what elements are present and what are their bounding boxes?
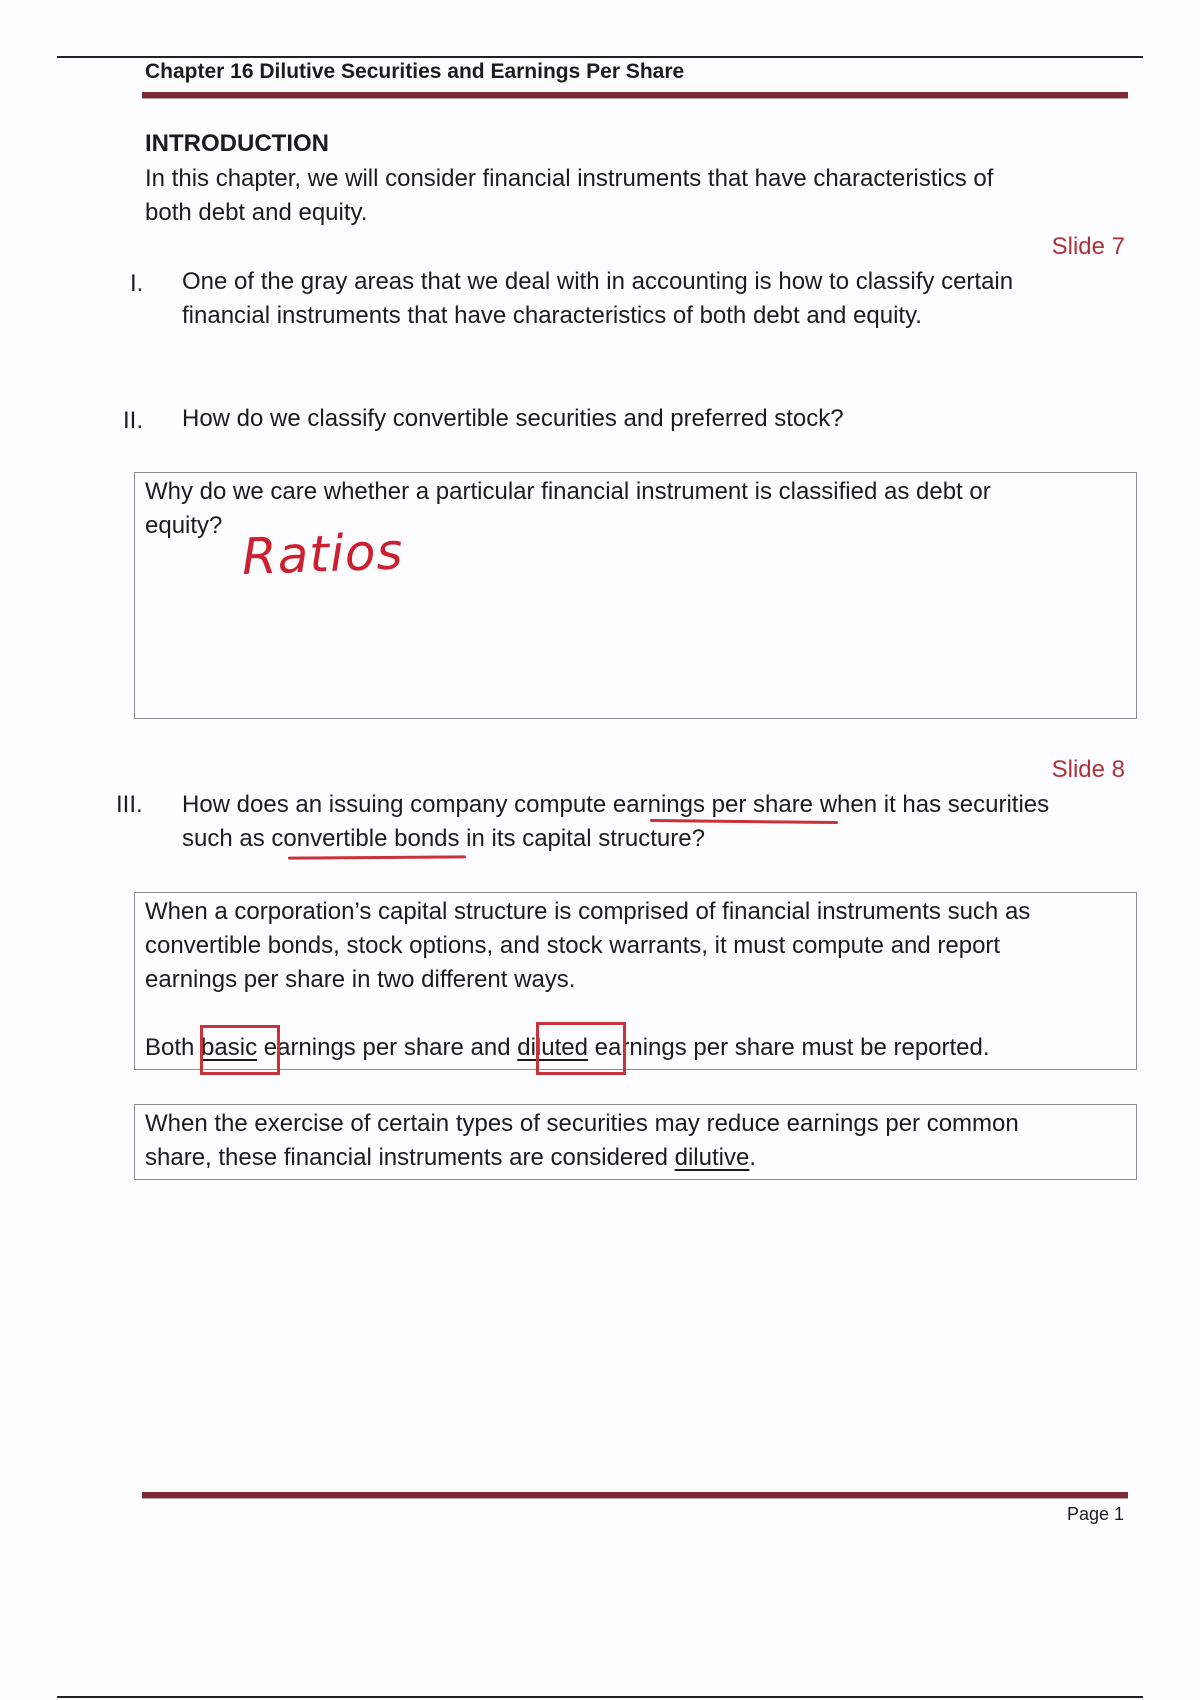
dilutive-line-2: share, these financial instruments are considered dilutive. xyxy=(145,1144,757,1171)
annotation-box-basic xyxy=(200,1025,280,1075)
item-3-line-2: such as convertible bonds in its capital structure? xyxy=(182,825,705,852)
item-1-line-1: One of the gray areas that we deal with in accounting is how to classify certain xyxy=(182,268,1014,295)
dilutive-line-1: When the exercise of certain types of securities may reduce earnings per common xyxy=(145,1110,1019,1137)
item-numeral-3: III. xyxy=(116,791,143,818)
annotation-underline-convertible-bonds xyxy=(288,855,466,859)
header-rule xyxy=(142,92,1128,99)
section-heading: INTRODUCTION xyxy=(145,130,329,157)
bottom-border-line xyxy=(57,1696,1143,1698)
term-basic: basic xyxy=(201,1034,258,1061)
page-header-title: Chapter 16 Dilutive Securities and Earnings Per Share xyxy=(145,60,685,83)
eps-line-3: earnings per share in two different ways. xyxy=(145,966,576,993)
item-numeral-1: I. xyxy=(130,270,144,297)
item-text-1 xyxy=(182,265,1112,333)
term-convertible-bonds: convertible bonds xyxy=(271,825,460,852)
intro-text xyxy=(145,162,1105,230)
term-dilutive: dilutive xyxy=(674,1144,750,1171)
slide-label-7: Slide 7 xyxy=(1051,233,1125,260)
item-numeral-2: II. xyxy=(123,407,144,434)
eps-line-1: When a corporation’s capital structure is comprised of financial instruments such as xyxy=(145,898,1031,925)
intro-line-1: In this chapter, we will consider financial instruments that have characteristics of xyxy=(145,165,994,192)
handwritten-note-text: Ratios xyxy=(240,522,405,586)
item-1-line-2: financial instruments that have characteristics of both debt and equity. xyxy=(182,302,922,329)
term-earnings-per-share: earnings per share xyxy=(612,791,814,818)
term-diluted: diluted xyxy=(517,1034,588,1061)
annotation-box-diluted xyxy=(536,1022,626,1075)
item-text-2: How do we classify convertible securities and preferred stock? xyxy=(182,405,844,432)
page-number: Page 1 xyxy=(1066,1504,1124,1524)
footer-rule xyxy=(142,1492,1128,1499)
item-3-line-1: How does an issuing company compute earnings per share when it has securities xyxy=(182,791,1050,818)
handwritten-note-ratios xyxy=(238,518,405,586)
slide-label-8: Slide 8 xyxy=(1051,756,1125,783)
question-line-1: Why do we care whether a particular financial instrument is classified as debt or xyxy=(145,478,991,505)
top-border-line xyxy=(57,56,1143,58)
question-line-2: equity? xyxy=(145,512,223,539)
eps-explanation-text xyxy=(145,895,1125,1065)
intro-line-2: both debt and equity. xyxy=(145,199,368,226)
eps-line-2: convertible bonds, stock options, and stock warrants, it must compute and report xyxy=(145,932,1001,959)
dilutive-definition-text xyxy=(145,1107,1125,1175)
eps-line-4: Both basic earnings per share and diluted earnings per share must be reported. xyxy=(145,1034,990,1061)
